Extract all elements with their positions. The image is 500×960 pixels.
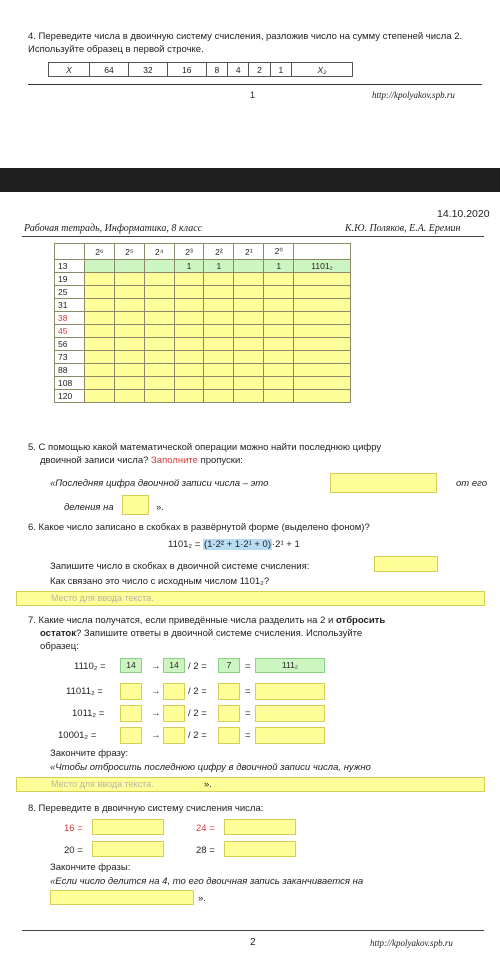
table-row: [55, 364, 351, 377]
row-number: 25: [55, 286, 85, 299]
bit-input-cell[interactable]: [204, 377, 234, 390]
bit-cell: 1: [174, 260, 204, 273]
q8-answer-24[interactable]: [224, 819, 296, 835]
bit-input-cell[interactable]: [234, 338, 264, 351]
result-input-cell[interactable]: [294, 364, 351, 377]
result-input-cell[interactable]: [294, 312, 351, 325]
row-number: 108: [55, 377, 85, 390]
equals-label: =: [245, 661, 251, 672]
result-input-cell[interactable]: [294, 325, 351, 338]
bit-input-cell[interactable]: [234, 364, 264, 377]
bit-input-cell[interactable]: [204, 299, 234, 312]
bit-input-cell[interactable]: [204, 351, 234, 364]
q6-answer-binary[interactable]: [374, 556, 438, 572]
bit-input-cell[interactable]: [204, 338, 234, 351]
table-row: [55, 377, 351, 390]
bit-input-cell[interactable]: [144, 286, 174, 299]
bit-input-cell[interactable]: [84, 273, 114, 286]
q5-quote: «Последняя цифра двоичной записи числа – это: [50, 478, 269, 489]
bit-input-cell[interactable]: [114, 312, 144, 325]
result-cell: 1101₂: [294, 260, 351, 273]
bit-input-cell[interactable]: [264, 273, 294, 286]
q7-text-input[interactable]: Место для ввода текста.: [16, 777, 485, 792]
bit-input-cell[interactable]: [84, 351, 114, 364]
column-header: 2¹: [234, 244, 264, 260]
header-divider: [22, 236, 484, 237]
bit-input-cell[interactable]: [174, 325, 204, 338]
q7-bold2: остаток: [40, 628, 76, 639]
q7-answer-decimal-copy: 14: [163, 658, 185, 673]
q7-text: 7. Какие числа получатся, если приведённые числа разделить на 2 и: [28, 615, 334, 626]
bit-input-cell[interactable]: [204, 312, 234, 325]
bit-input-cell[interactable]: [114, 364, 144, 377]
bit-input-cell[interactable]: [234, 312, 264, 325]
page-number: 1: [250, 90, 256, 100]
q8-label-24: 24 =: [196, 823, 215, 834]
footer-divider: [22, 930, 484, 931]
bit-input-cell[interactable]: [174, 312, 204, 325]
binary-table: [54, 243, 351, 403]
bit-input-cell[interactable]: [84, 312, 114, 325]
bit-input-cell[interactable]: [264, 338, 294, 351]
bit-input-cell[interactable]: [264, 364, 294, 377]
formula-highlight: (1·2² + 1·2¹ + 0): [203, 539, 272, 550]
row-number: 73: [55, 351, 85, 364]
bit-cell: [234, 260, 264, 273]
bit-input-cell[interactable]: [114, 338, 144, 351]
bit-input-cell[interactable]: [84, 286, 114, 299]
table-row: [55, 325, 351, 338]
q7-answer-decimal-copy[interactable]: [163, 705, 185, 722]
q7-line2: [40, 628, 362, 640]
q6-line1: 6. Какое число записано в скобках в развёрнутой форме (выделено фоном)?: [28, 522, 370, 533]
arrow-icon: →: [151, 730, 161, 741]
row-number: 19: [55, 273, 85, 286]
row-number: 120: [55, 390, 85, 403]
bit-cell: [84, 260, 114, 273]
bit-input-cell[interactable]: [204, 390, 234, 403]
table-row-example: [55, 260, 351, 273]
bit-input-cell[interactable]: [174, 273, 204, 286]
bit-input-cell[interactable]: [234, 390, 264, 403]
q7-answer-binary[interactable]: [255, 705, 325, 722]
division-label: / 2 =: [188, 661, 207, 672]
q8-answer-28[interactable]: [224, 841, 296, 857]
row-number: 45: [55, 325, 85, 338]
bit-input-cell[interactable]: [174, 299, 204, 312]
table-row: [55, 390, 351, 403]
column-header: 2²: [204, 244, 234, 260]
bit-input-cell[interactable]: [84, 390, 114, 403]
table-header: 32: [128, 63, 167, 77]
bit-input-cell[interactable]: [264, 312, 294, 325]
date-label: 14.10.2020: [437, 208, 490, 220]
column-header: 2⁴: [144, 244, 174, 260]
bit-input-cell[interactable]: [144, 325, 174, 338]
division-label: / 2 =: [188, 686, 207, 697]
q5-text: двоичной записи числа?: [40, 455, 149, 466]
bit-input-cell[interactable]: [114, 325, 144, 338]
bit-input-cell[interactable]: [144, 273, 174, 286]
row-number: 88: [55, 364, 85, 377]
table-row: [55, 312, 351, 325]
bit-input-cell[interactable]: [114, 390, 144, 403]
q8-answer-16[interactable]: [92, 819, 164, 835]
task4-table: [48, 62, 353, 77]
bit-input-cell[interactable]: [174, 351, 204, 364]
bit-input-cell[interactable]: [84, 299, 114, 312]
q7-answer-half[interactable]: [218, 727, 240, 744]
result-input-cell[interactable]: [294, 338, 351, 351]
table-header: 1: [270, 63, 291, 77]
table-header: 64: [90, 63, 129, 77]
q5-quote-part: от его: [456, 478, 487, 489]
bit-input-cell[interactable]: [234, 286, 264, 299]
q5-fill-word: Заполните: [151, 455, 198, 466]
bit-input-cell[interactable]: [174, 338, 204, 351]
bit-cell: [144, 260, 174, 273]
bit-input-cell[interactable]: [114, 377, 144, 390]
equals-label: =: [245, 686, 251, 697]
bit-input-cell[interactable]: [204, 364, 234, 377]
table-header: 16: [167, 63, 206, 77]
q7-answer-decimal[interactable]: [120, 705, 142, 722]
q6-line3: Как связано это число с исходным числом 1101₂?: [50, 576, 270, 587]
bit-input-cell[interactable]: [144, 338, 174, 351]
bit-input-cell[interactable]: [264, 390, 294, 403]
bit-input-cell[interactable]: [234, 325, 264, 338]
bit-cell: 1: [264, 260, 294, 273]
q7-row-label: 1110₂ =: [74, 661, 106, 672]
q5-text-end: пропуски:: [200, 455, 243, 466]
q8-finish: Закончите фразы:: [50, 862, 131, 873]
q5-quote-part2: деления на: [64, 502, 114, 513]
table-row: [55, 273, 351, 286]
equals-label: =: [245, 730, 251, 741]
q8-label-16: 16 =: [64, 823, 83, 834]
bit-input-cell[interactable]: [114, 273, 144, 286]
q7-row-label: 10001₂ =: [58, 730, 97, 741]
bit-input-cell[interactable]: [204, 325, 234, 338]
bit-input-cell[interactable]: [234, 273, 264, 286]
equals-label: =: [245, 708, 251, 719]
q6-line2: Запишите число в скобках в двоичной системе счисления:: [50, 561, 310, 572]
q7-line1: [28, 615, 488, 627]
bit-input-cell[interactable]: [144, 364, 174, 377]
table-header: 8: [206, 63, 227, 77]
bit-input-cell[interactable]: [144, 351, 174, 364]
q7-answer-decimal[interactable]: [120, 683, 142, 700]
bit-input-cell[interactable]: [114, 286, 144, 299]
divider: [28, 84, 482, 85]
q8-line1: 8. Переведите в двоичную систему счисления числа:: [28, 803, 264, 814]
arrow-icon: →: [151, 686, 161, 697]
bit-cell: [114, 260, 144, 273]
column-header: 2⁶: [84, 244, 114, 260]
bit-input-cell[interactable]: [84, 325, 114, 338]
arrow-icon: →: [151, 661, 161, 672]
q7-answer-decimal: 14: [120, 658, 142, 673]
bit-cell: 1: [204, 260, 234, 273]
bit-input-cell[interactable]: [174, 364, 204, 377]
workbook-title: Рабочая тетрадь, Информатика, 8 класс: [24, 223, 203, 234]
bit-input-cell[interactable]: [144, 312, 174, 325]
q7-row-label: 11011₂ =: [66, 686, 103, 697]
q8-label-28: 28 =: [196, 845, 215, 856]
bit-input-cell[interactable]: [234, 377, 264, 390]
bit-input-cell[interactable]: [144, 299, 174, 312]
table-header: X₂: [292, 63, 353, 77]
bit-input-cell[interactable]: [114, 351, 144, 364]
bit-input-cell[interactable]: [84, 377, 114, 390]
q8-quote-end: ».: [198, 893, 206, 904]
q6-text-input[interactable]: Место для ввода текста.: [16, 591, 485, 606]
q7-answer-binary[interactable]: [255, 727, 325, 744]
bit-input-cell[interactable]: [174, 377, 204, 390]
bit-input-cell[interactable]: [264, 286, 294, 299]
table-row: [55, 299, 351, 312]
bit-input-cell[interactable]: [174, 286, 204, 299]
table-row: [55, 351, 351, 364]
arrow-icon: →: [151, 708, 161, 719]
result-input-cell[interactable]: [294, 390, 351, 403]
q5-answer-operation[interactable]: [330, 473, 437, 493]
row-number: 38: [55, 312, 85, 325]
q7-answer-decimal[interactable]: [120, 727, 142, 744]
bit-input-cell[interactable]: [264, 351, 294, 364]
q7-bold: отбросить: [335, 615, 386, 626]
bit-input-cell[interactable]: [114, 299, 144, 312]
column-header: [55, 244, 85, 260]
column-header: 2⁰: [264, 244, 294, 260]
q7-line3: образец:: [40, 641, 79, 652]
q7-answer-half[interactable]: [218, 683, 240, 700]
column-header: [294, 244, 351, 260]
q7-quote-end: ».: [204, 779, 212, 790]
bit-input-cell[interactable]: [84, 338, 114, 351]
q6-formula: [168, 539, 300, 551]
bit-input-cell[interactable]: [264, 377, 294, 390]
table-header: 2: [249, 63, 270, 77]
authors: К.Ю. Поляков, Е.А. Еремин: [345, 223, 461, 234]
result-input-cell[interactable]: [294, 299, 351, 312]
q7-finish: Закончите фразу:: [50, 748, 129, 759]
column-header: 2³: [174, 244, 204, 260]
row-number: 31: [55, 299, 85, 312]
formula-left: 1101₂ =: [168, 539, 201, 550]
q5-answer-divisor[interactable]: [122, 495, 149, 515]
q8-label-20: 20 =: [64, 845, 83, 856]
table-row: [55, 338, 351, 351]
column-header: 2⁵: [114, 244, 144, 260]
q7-answer-binary[interactable]: [255, 683, 325, 700]
division-label: / 2 =: [188, 730, 207, 741]
q8-answer-ending[interactable]: [50, 890, 194, 905]
bit-input-cell[interactable]: [264, 299, 294, 312]
table-header: 4: [228, 63, 249, 77]
q8-answer-20[interactable]: [92, 841, 164, 857]
bit-input-cell[interactable]: [204, 273, 234, 286]
q5-line2: [40, 455, 243, 467]
q7-row-label: 1011₂ =: [72, 708, 105, 719]
formula-right: ·2¹ + 1: [272, 539, 300, 550]
result-input-cell[interactable]: [294, 377, 351, 390]
task4-text: 4. Переведите числа в двоичную систему счисления, разложив число на сумму степеней числа 2. Используйте образец в первой строчке.: [28, 31, 463, 55]
q7-answer-decimal-copy[interactable]: [163, 683, 185, 700]
result-input-cell[interactable]: [294, 273, 351, 286]
q5-quote-end: ».: [156, 502, 164, 513]
row-number: 56: [55, 338, 85, 351]
bit-input-cell[interactable]: [204, 286, 234, 299]
bit-input-cell[interactable]: [84, 364, 114, 377]
division-label: / 2 =: [188, 708, 207, 719]
q7-quote: «Чтобы отбросить последнюю цифру в двоичной записи числа, нужно: [50, 762, 371, 773]
q8-quote: «Если число делится на 4, то его двоичная запись заканчивается на: [50, 876, 364, 887]
q7-answer-half[interactable]: [218, 705, 240, 722]
bit-input-cell[interactable]: [234, 299, 264, 312]
q5-line1: 5. С помощью какой математической операции можно найти последнюю цифру: [28, 442, 382, 453]
bit-input-cell[interactable]: [144, 390, 174, 403]
footer-page-number: 2: [250, 937, 256, 948]
page-gap-band: [0, 168, 500, 192]
q7-answer-decimal-copy[interactable]: [163, 727, 185, 744]
q7-answer-half: 7: [218, 658, 240, 673]
q7-text2: ? Запишите ответы в двоичной системе счисления. Используйте: [75, 628, 363, 639]
bit-input-cell[interactable]: [174, 390, 204, 403]
site-url: http://kpolyakov.spb.ru: [372, 90, 455, 100]
row-number: 13: [55, 260, 85, 273]
bit-input-cell[interactable]: [264, 325, 294, 338]
result-input-cell[interactable]: [294, 351, 351, 364]
footer-url: http://kpolyakov.spb.ru: [370, 938, 453, 948]
result-input-cell[interactable]: [294, 286, 351, 299]
bit-input-cell[interactable]: [234, 351, 264, 364]
table-row: [55, 286, 351, 299]
bit-input-cell[interactable]: [144, 377, 174, 390]
table-header: X: [49, 63, 90, 77]
q7-answer-binary: 111₂: [255, 658, 325, 673]
